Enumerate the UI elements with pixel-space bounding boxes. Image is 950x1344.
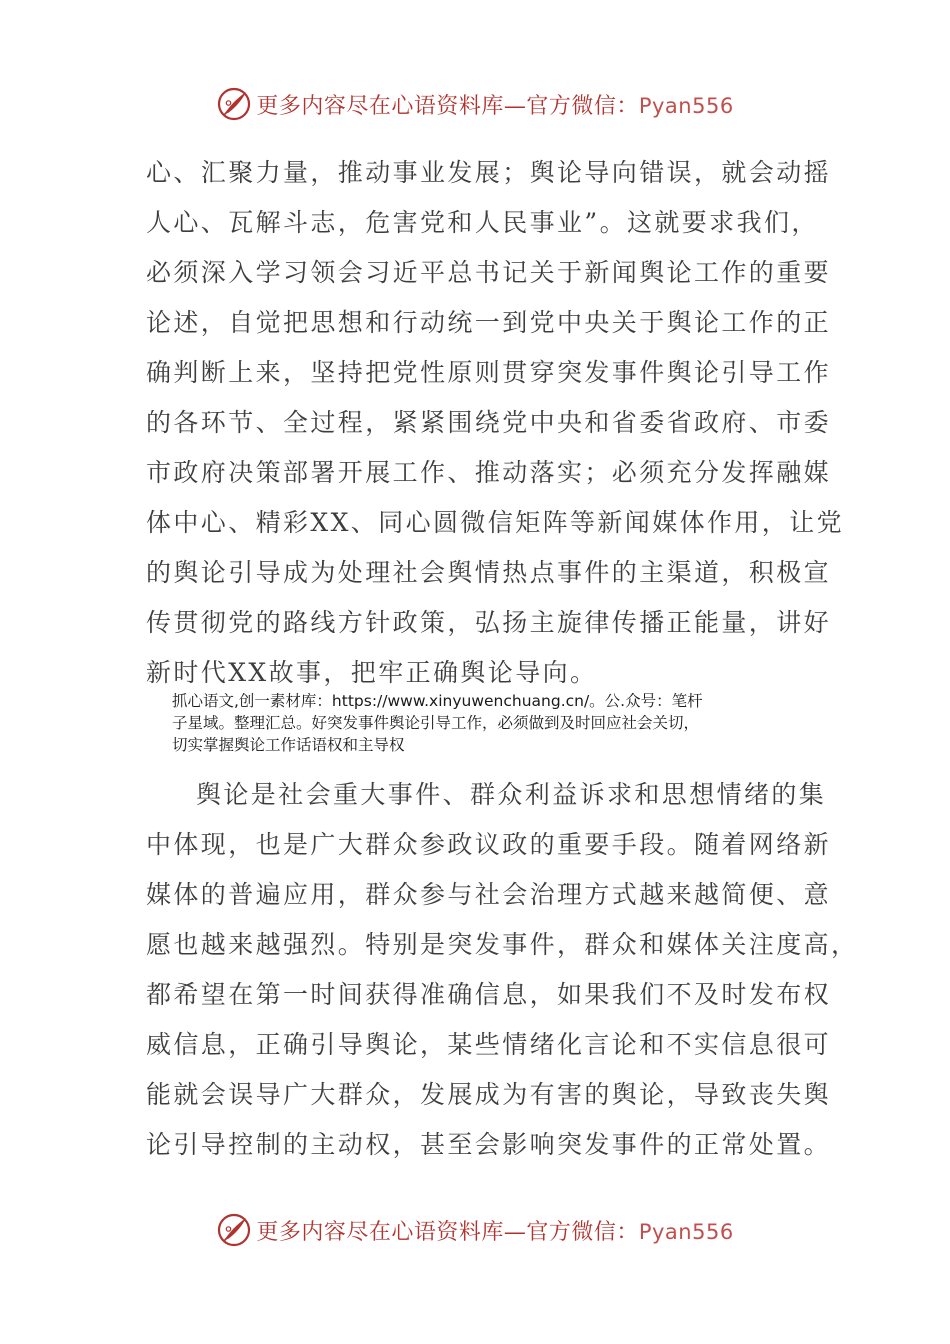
header-banner-wechat-id: Pyan556 bbox=[638, 93, 734, 118]
paragraph-line: 必须深入学习领会习近平总书记关于新闻舆论工作的重要 bbox=[146, 258, 832, 287]
paragraph-1 bbox=[146, 148, 844, 698]
paragraph-line: 论述，自觉把思想和行动统一到党中央关于舆论工作的正 bbox=[146, 308, 832, 337]
paragraph-line: 威信息，正确引导舆论，某些情绪化言论和不实信息很可 bbox=[146, 1030, 832, 1059]
footer-banner bbox=[0, 1208, 950, 1252]
paragraph-line: 新时代XX故事，把牢正确舆论导向。 bbox=[146, 658, 598, 687]
paragraph-line: 中体现，也是广大群众参政议政的重要手段。随着网络新 bbox=[146, 830, 832, 859]
paragraph-line: 的各环节、全过程，紧紧围绕党中央和省委省政府、市委 bbox=[146, 408, 832, 437]
source-note-line: 子星域。整理汇总。好突发事件舆论引导工作，必须做到及时回应社会关切， bbox=[172, 714, 700, 732]
paragraph-line: 论引导控制的主动权，甚至会影响突发事件的正常处置。 bbox=[146, 1130, 832, 1159]
source-note-line: 抓心语文,创一素材库：https://www.xinyuwenchuang.cn/。公.众号：笔杆 bbox=[172, 692, 703, 710]
paragraph-line: 愿也越来越强烈。特别是突发事件，群众和媒体关注度高， bbox=[146, 930, 859, 959]
paragraph-line: 的舆论引导成为处理社会舆情热点事件的主渠道，积极宣 bbox=[146, 558, 832, 587]
paragraph-line: 心、汇聚力量，推动事业发展；舆论导向错误，就会动摇 bbox=[146, 158, 832, 187]
paragraph-line: 传贯彻党的路线方针政策，弘扬主旋律传播正能量，讲好 bbox=[146, 608, 832, 637]
paragraph-line: 确判断上来，坚持把党性原则贯穿突发事件舆论引导工作 bbox=[146, 358, 832, 387]
source-note-heading bbox=[172, 690, 812, 756]
quill-seal-logo-icon bbox=[216, 1212, 252, 1248]
header-banner-text bbox=[256, 89, 733, 120]
footer-banner-cn: 更多内容尽在心语资料库—官方微信： bbox=[256, 1219, 639, 1245]
footer-banner-wechat-id: Pyan556 bbox=[638, 1219, 734, 1244]
paragraph-line: 都希望在第一时间获得准确信息，如果我们不及时发布权 bbox=[146, 980, 832, 1009]
paragraph-2 bbox=[146, 770, 859, 1170]
paragraph-line: 能就会误导广大群众，发展成为有害的舆论，导致丧失舆 bbox=[146, 1080, 832, 1109]
source-note-line: 切实掌握舆论工作话语权和主导权 bbox=[172, 736, 405, 754]
paragraph-line: 媒体的普遍应用，群众参与社会治理方式越来越简便、意 bbox=[146, 880, 832, 909]
quill-seal-logo-icon bbox=[216, 86, 252, 122]
header-banner bbox=[0, 82, 950, 126]
paragraph-line: 体中心、精彩XX、同心圆微信矩阵等新闻媒体作用，让党 bbox=[146, 508, 844, 537]
paragraph-line: 人心、瓦解斗志，危害党和人民事业”。这就要求我们， bbox=[146, 208, 819, 237]
header-banner-cn: 更多内容尽在心语资料库—官方微信： bbox=[256, 93, 639, 119]
paragraph-line: 舆论是社会重大事件、群众利益诉求和思想情绪的集 bbox=[196, 780, 827, 809]
paragraph-line: 市政府决策部署开展工作、推动落实；必须充分发挥融媒 bbox=[146, 458, 832, 487]
footer-banner-text bbox=[256, 1215, 733, 1246]
